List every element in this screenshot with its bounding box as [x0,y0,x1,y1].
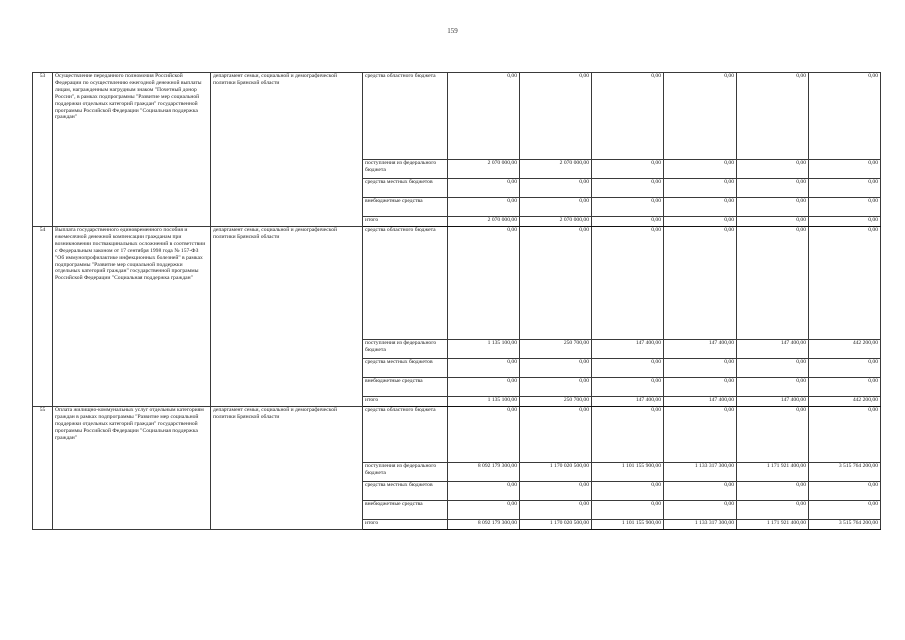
amount-cell: 0,00 [737,160,809,179]
amount-cell: 0,00 [737,179,809,198]
funding-source: средства областного бюджета [363,407,448,463]
table-row [33,73,881,160]
amount-cell: 0,00 [448,501,520,520]
amount-cell: 0,00 [809,359,881,378]
amount-cell: 0,00 [592,198,664,217]
amount-cell: 8 092 179 300,00 [448,520,520,530]
amount-cell: 1 170 020 500,00 [520,520,592,530]
amount-cell: 0,00 [448,482,520,501]
amount-cell: 0,00 [592,160,664,179]
amount-cell: 0,00 [809,378,881,397]
amount-cell: 1 135 100,00 [448,340,520,359]
funding-source: средства местных бюджетов [363,359,448,378]
amount-cell: 0,00 [592,482,664,501]
amount-cell: 3 515 764 200,00 [809,520,881,530]
amount-cell: 0,00 [592,227,664,340]
amount-cell: 0,00 [520,198,592,217]
executor: департамент семьи, социальной и демографической политики Брянской области [211,73,363,227]
amount-cell: 1 171 921 400,00 [737,520,809,530]
amount-cell: 1 133 317 300,00 [664,463,737,482]
amount-cell: 0,00 [737,482,809,501]
funding-source: средства местных бюджетов [363,482,448,501]
funding-source: поступления из федерального бюджета [363,340,448,359]
amount-cell: 3 515 764 200,00 [809,463,881,482]
amount-cell: 0,00 [809,179,881,198]
row-number: 55 [33,407,53,530]
amount-cell: 0,00 [664,198,737,217]
amount-cell: 0,00 [737,73,809,160]
funding-source: итого [363,217,448,227]
funding-source: средства областного бюджета [363,73,448,160]
amount-cell: 1 171 921 400,00 [737,463,809,482]
amount-cell: 2 070 000,00 [448,160,520,179]
amount-cell: 0,00 [520,73,592,160]
measure-name: Выплата государственного единовременного пособия и ежемесячной денежной компенсации гражданам при возникновении поствакцинальных осложнений в соответствии с Федеральным законом от 17 сентября 1998 года № 157-ФЗ "Об иммунопрофилактике инфекционных болезней" в рамках подпрограммы "Развитие мер социальной поддержки отдельных категорий граждан" государственной программы Российской Федерации "Социальная поддержка граждан" [53,227,211,407]
executor: департамент семьи, социальной и демографической политики Брянской области [211,407,363,530]
amount-cell: 147 400,00 [664,397,737,407]
amount-cell: 0,00 [809,407,881,463]
amount-cell: 0,00 [592,359,664,378]
amount-cell: 0,00 [664,227,737,340]
amount-cell: 0,00 [664,217,737,227]
funding-source: внебюджетные средства [363,198,448,217]
funding-source: итого [363,397,448,407]
amount-cell: 0,00 [448,179,520,198]
amount-cell: 147 400,00 [592,340,664,359]
page-number: 159 [447,27,458,35]
amount-cell: 0,00 [664,160,737,179]
amount-cell: 1 170 020 500,00 [520,463,592,482]
amount-cell: 2 070 000,00 [448,217,520,227]
amount-cell: 2 070 000,00 [520,160,592,179]
amount-cell: 0,00 [809,217,881,227]
amount-cell: 0,00 [664,378,737,397]
amount-cell: 0,00 [592,407,664,463]
amount-cell: 0,00 [664,407,737,463]
funding-source: внебюджетные средства [363,378,448,397]
funding-source: средства местных бюджетов [363,179,448,198]
table-row [33,227,881,340]
amount-cell: 0,00 [809,482,881,501]
amount-cell: 147 400,00 [737,340,809,359]
table-row [33,407,881,463]
amount-cell: 0,00 [737,378,809,397]
amount-cell: 0,00 [592,501,664,520]
row-number: 54 [33,227,53,407]
amount-cell: 147 400,00 [592,397,664,407]
amount-cell: 0,00 [737,227,809,340]
amount-cell: 0,00 [520,227,592,340]
budget-table [32,72,881,530]
amount-cell: 0,00 [592,73,664,160]
amount-cell: 1 101 155 900,00 [592,463,664,482]
amount-cell: 0,00 [664,179,737,198]
amount-cell: 442 200,00 [809,397,881,407]
amount-cell: 147 400,00 [664,340,737,359]
amount-cell: 0,00 [448,227,520,340]
amount-cell: 0,00 [520,501,592,520]
amount-cell: 8 092 179 300,00 [448,463,520,482]
amount-cell: 1 133 317 300,00 [664,520,737,530]
funding-source: поступления из федерального бюджета [363,463,448,482]
amount-cell: 0,00 [592,378,664,397]
amount-cell: 250 700,00 [520,397,592,407]
amount-cell: 0,00 [520,359,592,378]
amount-cell: 0,00 [664,482,737,501]
funding-source: внебюджетные средства [363,501,448,520]
amount-cell: 0,00 [448,198,520,217]
amount-cell: 0,00 [737,407,809,463]
amount-cell: 0,00 [448,73,520,160]
amount-cell: 0,00 [809,227,881,340]
amount-cell: 0,00 [448,407,520,463]
amount-cell: 0,00 [809,198,881,217]
amount-cell: 0,00 [664,501,737,520]
amount-cell: 0,00 [809,73,881,160]
amount-cell: 1 135 100,00 [448,397,520,407]
amount-cell: 0,00 [592,217,664,227]
amount-cell: 0,00 [520,378,592,397]
measure-name: Осуществление переданного полномочия Российской Федерации по осуществлению ежегодной денежной выплаты лицам, награжденным нагрудным знаком "Почетный донор России", в рамках подпрограммы "Развитие мер социальной поддержки отдельных категорий граждан" государственной программы Российской Федерации "Социальная поддержка граждан" [53,73,211,227]
amount-cell: 0,00 [520,407,592,463]
amount-cell: 0,00 [809,501,881,520]
amount-cell: 0,00 [664,73,737,160]
amount-cell: 0,00 [448,359,520,378]
measure-name: Оплата жилищно-коммунальных услуг отдельным категориям граждан в рамках подпрограммы "Развитие мер социальной поддержки отдельных категорий граждан" государственной программы Российской Федерации "Социальная поддержка граждан" [53,407,211,530]
executor: департамент семьи, социальной и демографической политики Брянской области [211,227,363,407]
amount-cell: 0,00 [737,217,809,227]
amount-cell: 0,00 [448,378,520,397]
amount-cell: 147 400,00 [737,397,809,407]
amount-cell: 0,00 [809,160,881,179]
funding-source: итого [363,520,448,530]
amount-cell: 0,00 [520,482,592,501]
amount-cell: 250 700,00 [520,340,592,359]
amount-cell: 0,00 [737,501,809,520]
amount-cell: 0,00 [592,179,664,198]
funding-source: средства областного бюджета [363,227,448,340]
amount-cell: 0,00 [664,359,737,378]
amount-cell: 2 070 000,00 [520,217,592,227]
amount-cell: 0,00 [737,359,809,378]
amount-cell: 442 200,00 [809,340,881,359]
amount-cell: 0,00 [520,179,592,198]
funding-source: поступления из федерального бюджета [363,160,448,179]
row-number: 53 [33,73,53,227]
amount-cell: 1 101 155 900,00 [592,520,664,530]
amount-cell: 0,00 [737,198,809,217]
